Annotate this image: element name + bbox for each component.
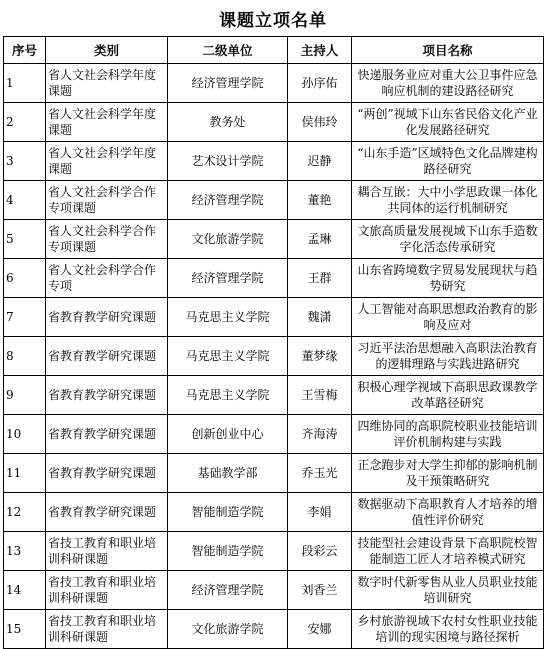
header-category: 类别	[46, 37, 168, 64]
department-cell: 文化旅游学院	[168, 610, 288, 649]
table-header-row	[4, 37, 544, 64]
serial-number-cell: 12	[4, 493, 46, 532]
table-row	[4, 610, 544, 649]
header-department: 二级单位	[168, 37, 288, 64]
project-name-cell: 数据驱动下高职教育人才培养的增值性评价研究	[352, 493, 544, 532]
project-name-cell: “两创”视域下山东省民俗文化产业化发展路径研究	[352, 103, 544, 142]
table-row	[4, 337, 544, 376]
table-row	[4, 64, 544, 103]
department-cell: 文化旅游学院	[168, 220, 288, 259]
host-cell: 安娜	[288, 610, 352, 649]
category-cell: 省人文社会科学年度课题	[46, 142, 168, 181]
serial-number-cell: 2	[4, 103, 46, 142]
serial-number-cell: 10	[4, 415, 46, 454]
table-row	[4, 571, 544, 610]
host-cell: 孙序佑	[288, 64, 352, 103]
department-cell: 马克思主义学院	[168, 298, 288, 337]
host-cell: 王群	[288, 259, 352, 298]
category-cell: 省人文社会科学合作专项	[46, 259, 168, 298]
project-list-table	[3, 36, 544, 649]
project-name-cell: 快递服务业应对重大公卫事件应急响应机制的建设路径研究	[352, 64, 544, 103]
serial-number-cell: 9	[4, 376, 46, 415]
department-cell: 创新创业中心	[168, 415, 288, 454]
category-cell: 省教育教学研究课题	[46, 454, 168, 493]
project-name-cell: 乡村旅游视域下农村女性职业技能培训的现实困境与路径探析	[352, 610, 544, 649]
department-cell: 智能制造学院	[168, 532, 288, 571]
serial-number-cell: 14	[4, 571, 46, 610]
table-row	[4, 181, 544, 220]
host-cell: 董梦缘	[288, 337, 352, 376]
host-cell: 段彩云	[288, 532, 352, 571]
host-cell: 魏潇	[288, 298, 352, 337]
department-cell: 马克思主义学院	[168, 376, 288, 415]
host-cell: 董艳	[288, 181, 352, 220]
table-row	[4, 103, 544, 142]
category-cell: 省教育教学研究课题	[46, 415, 168, 454]
serial-number-cell: 15	[4, 610, 46, 649]
project-name-cell: 正念跑步对大学生抑郁的影响机制及干预策略研究	[352, 454, 544, 493]
host-cell: 侯伟玲	[288, 103, 352, 142]
project-name-cell: 习近平法治思想融入高职法治教育的逻辑理路与实践进路研究	[352, 337, 544, 376]
document-title: 课题立项名单	[219, 11, 327, 31]
category-cell: 省技工教育和职业培训科研课题	[46, 571, 168, 610]
table-row	[4, 415, 544, 454]
header-project-name: 项目名称	[352, 37, 544, 64]
serial-number-cell: 5	[4, 220, 46, 259]
project-name-cell: 积极心理学视域下高职思政课教学改革路径研究	[352, 376, 544, 415]
table-row	[4, 298, 544, 337]
host-cell: 迟静	[288, 142, 352, 181]
category-cell: 省教育教学研究课题	[46, 298, 168, 337]
table-row	[4, 454, 544, 493]
serial-number-cell: 7	[4, 298, 46, 337]
host-cell: 乔玉光	[288, 454, 352, 493]
department-cell: 经济管理学院	[168, 259, 288, 298]
project-name-cell: 文旅高质量发展视域下山东手造数字化活态传承研究	[352, 220, 544, 259]
department-cell: 经济管理学院	[168, 571, 288, 610]
category-cell: 省教育教学研究课题	[46, 493, 168, 532]
department-cell: 基础教学部	[168, 454, 288, 493]
category-cell: 省技工教育和职业培训科研课题	[46, 610, 168, 649]
host-cell: 刘香兰	[288, 571, 352, 610]
category-cell: 省教育教学研究课题	[46, 337, 168, 376]
category-cell: 省人文社会科学年度课题	[46, 64, 168, 103]
department-cell: 艺术设计学院	[168, 142, 288, 181]
header-host: 主持人	[288, 37, 352, 64]
project-name-cell: “山东手造”区域特色文化品牌建构路径研究	[352, 142, 544, 181]
table-row	[4, 220, 544, 259]
project-name-cell: 技能型社会建设背景下高职院校智能制造工匠人才培养模式研究	[352, 532, 544, 571]
host-cell: 齐海涛	[288, 415, 352, 454]
department-cell: 经济管理学院	[168, 64, 288, 103]
serial-number-cell: 11	[4, 454, 46, 493]
department-cell: 经济管理学院	[168, 181, 288, 220]
table-row	[4, 532, 544, 571]
serial-number-cell: 4	[4, 181, 46, 220]
table-row	[4, 493, 544, 532]
project-name-cell: 四维协同的高职院校职业技能培训评价机制构建与实践	[352, 415, 544, 454]
project-name-cell: 山东省跨境数字贸易发展现状与趋势研究	[352, 259, 544, 298]
serial-number-cell: 1	[4, 64, 46, 103]
header-serial-number: 序号	[4, 37, 46, 64]
department-cell: 教务处	[168, 103, 288, 142]
table-row	[4, 259, 544, 298]
category-cell: 省人文社会科学合作专项课题	[46, 220, 168, 259]
table-row	[4, 376, 544, 415]
category-cell: 省人文社会科学合作专项课题	[46, 181, 168, 220]
serial-number-cell: 8	[4, 337, 46, 376]
table-body	[4, 64, 544, 649]
serial-number-cell: 6	[4, 259, 46, 298]
category-cell: 省技工教育和职业培训科研课题	[46, 532, 168, 571]
serial-number-cell: 3	[4, 142, 46, 181]
project-name-cell: 耦合互嵌：大中小学思政课一体化共同体的运行机制研究	[352, 181, 544, 220]
project-name-cell: 人工智能对高职思想政治教育的影响及应对	[352, 298, 544, 337]
category-cell: 省教育教学研究课题	[46, 376, 168, 415]
category-cell: 省人文社会科学年度课题	[46, 103, 168, 142]
serial-number-cell: 13	[4, 532, 46, 571]
project-name-cell: 数字时代新零售从业人员职业技能培训研究	[352, 571, 544, 610]
department-cell: 马克思主义学院	[168, 337, 288, 376]
table-row	[4, 142, 544, 181]
host-cell: 王雪梅	[288, 376, 352, 415]
department-cell: 智能制造学院	[168, 493, 288, 532]
host-cell: 李娟	[288, 493, 352, 532]
host-cell: 孟琳	[288, 220, 352, 259]
